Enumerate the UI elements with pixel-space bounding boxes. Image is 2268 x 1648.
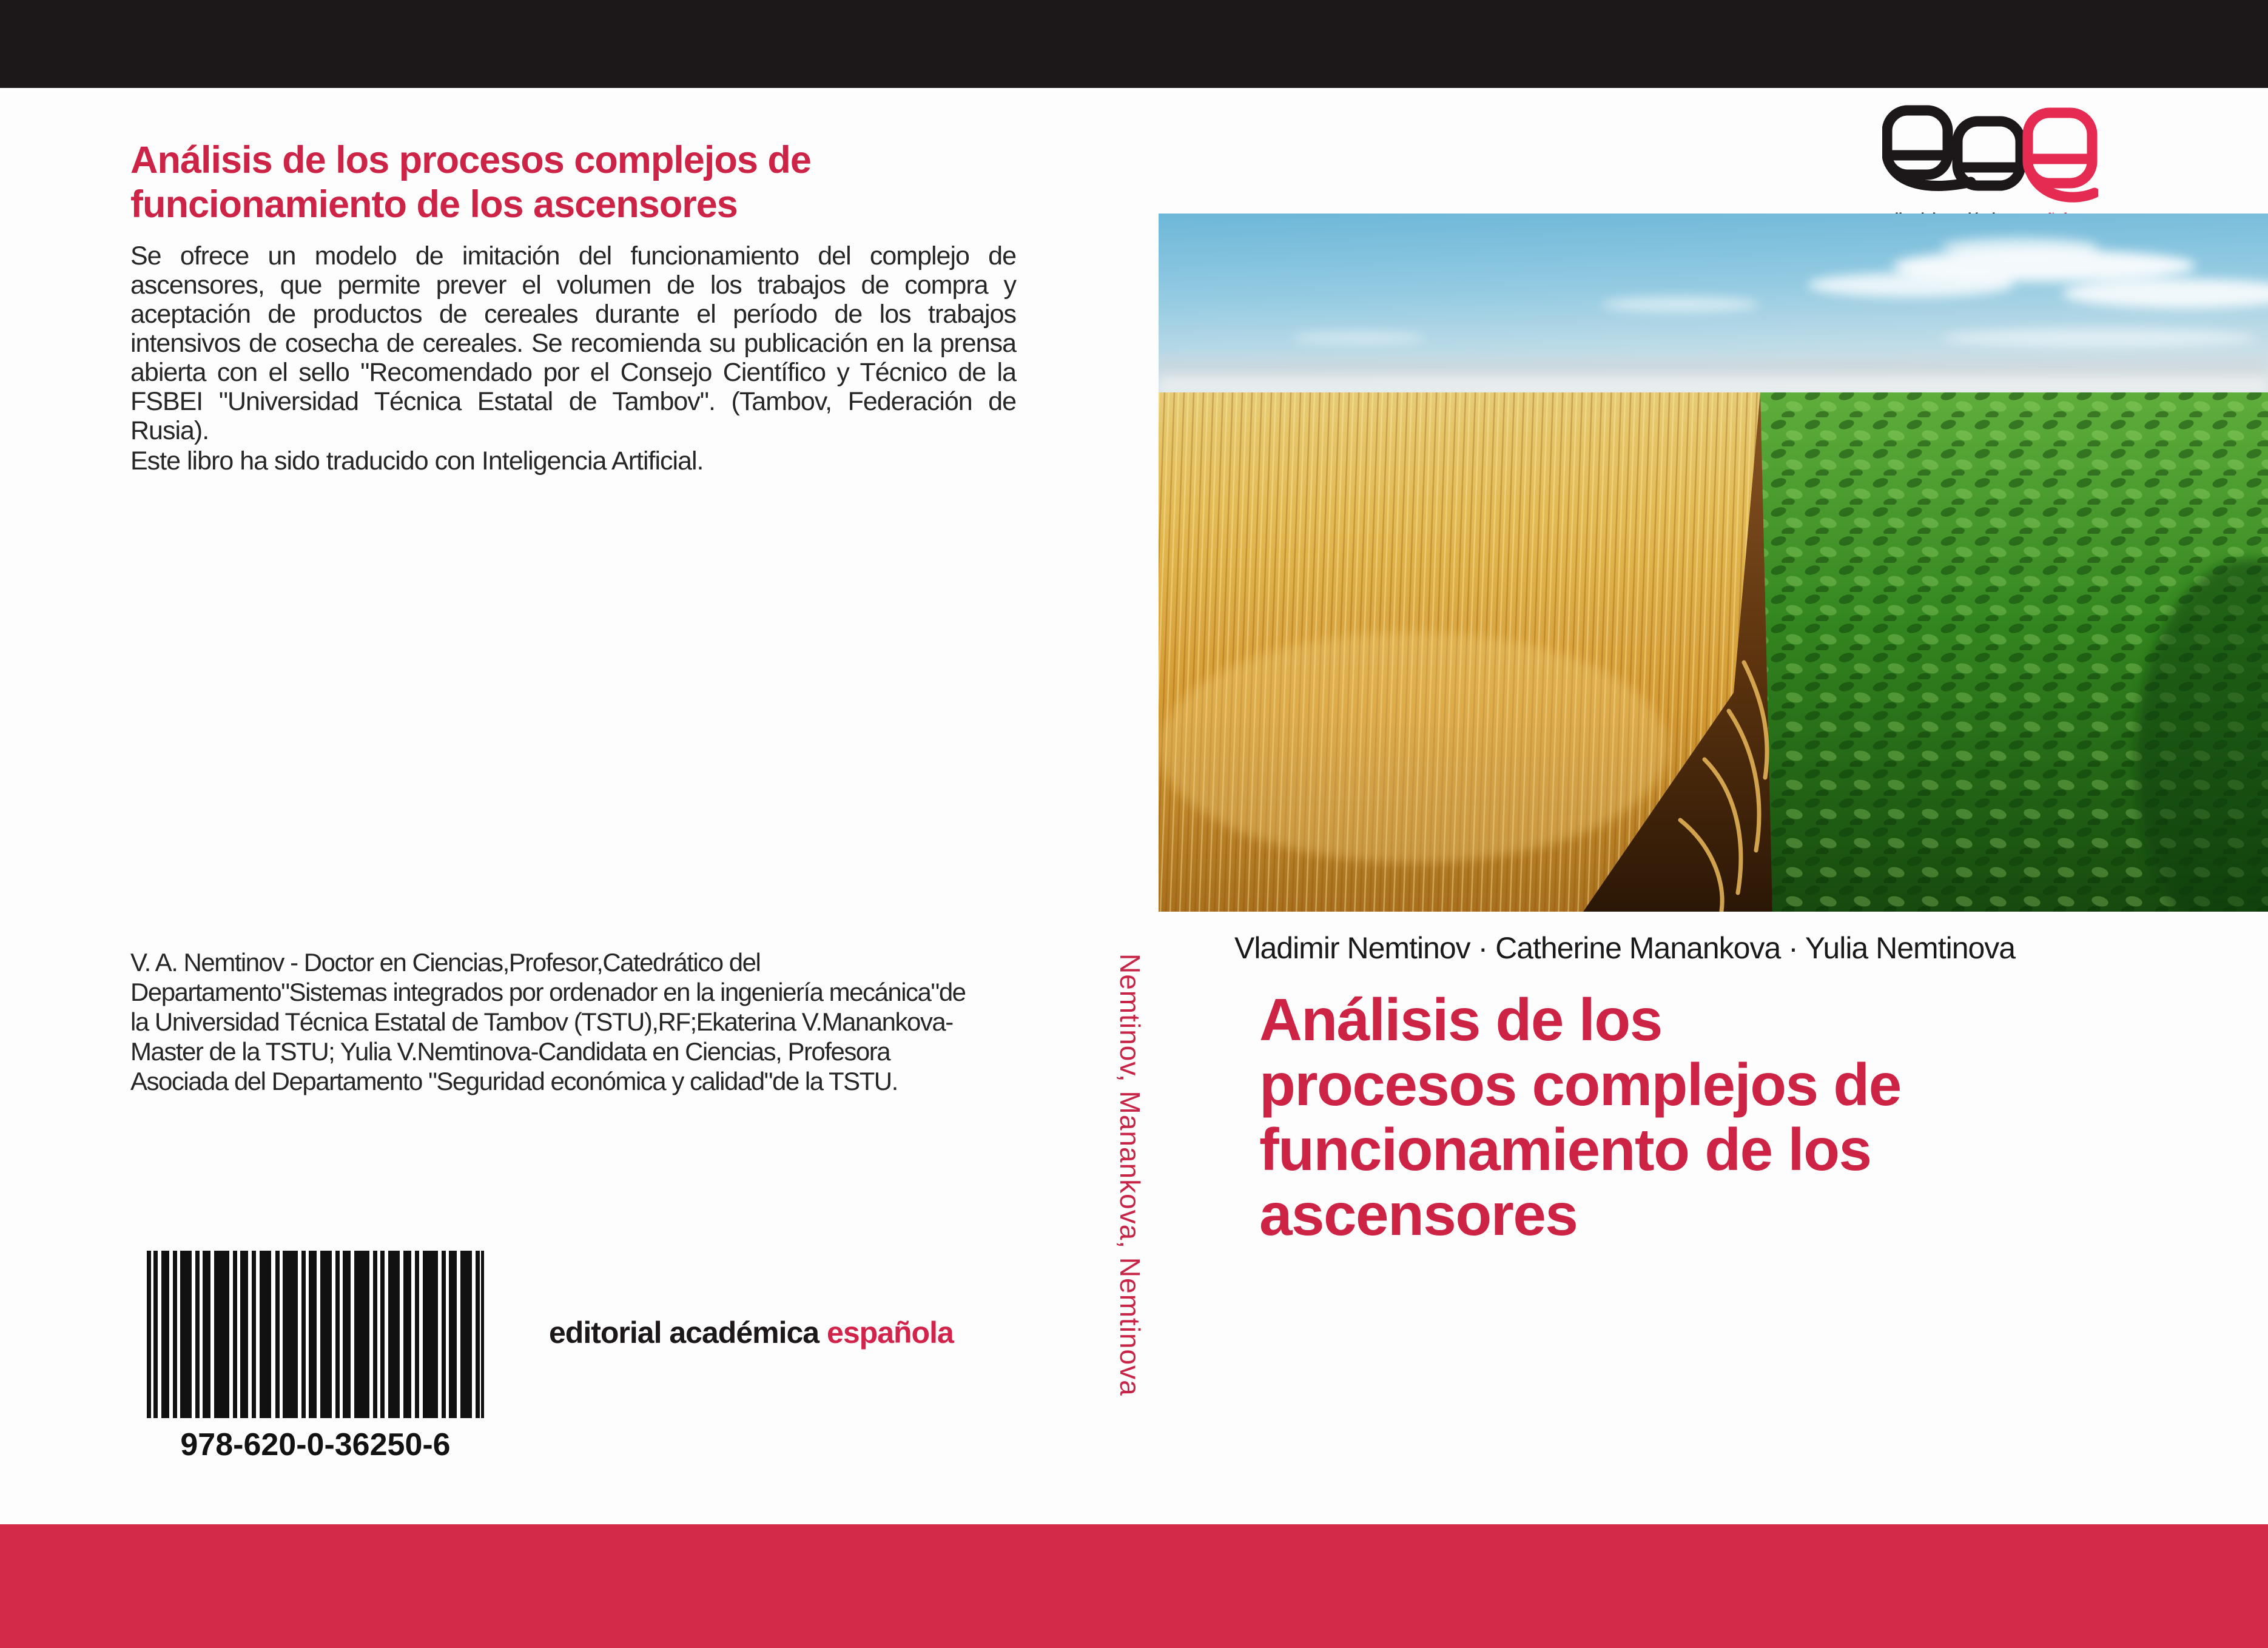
eae-publisher-logo — [1882, 103, 2098, 229]
author-bio: V. A. Nemtinov - Doctor en Ciencias,Profesor,Catedrático del Departamento"Sistemas integrados por ordenador en la ingeniería mecánica"de la Universidad Técnica Estatal de Tambov (TSTU),RF;Ekaterina V.Manankova-Master de la TSTU; Yulia V.Nemtinova-Candidata en Ciencias, Profesora Asociada del Departamento "Seguridad económica y calidad"de la TSTU. — [130, 948, 966, 1095]
front-cover-authors: Vladimir Nemtinov · Catherine Manankova · Yulia Nemtinova — [1234, 931, 2016, 965]
isbn-number: 978-620-0-36250-6 — [180, 1427, 451, 1462]
front-title-line: procesos complejos de — [1259, 1051, 1901, 1118]
isbn-barcode-block — [147, 1251, 484, 1463]
back-title-line: funcionamiento de los ascensores — [130, 183, 738, 226]
barcode — [147, 1251, 484, 1418]
front-title-line: ascensores — [1259, 1181, 1578, 1248]
spine-author-names: Nemtinov, Manankova, Nemtinova — [1114, 953, 1146, 1396]
front-cover-title — [1259, 987, 1901, 1247]
back-publisher-name — [549, 1315, 954, 1350]
front-title-line: Análisis de los — [1259, 986, 1662, 1053]
top-black-band — [0, 0, 2268, 88]
back-title-line: Análisis de los procesos complejos de — [130, 139, 811, 181]
back-cover-title — [130, 138, 1040, 227]
front-title-line: funcionamiento de los — [1259, 1116, 1871, 1183]
eae-logo-icon — [1882, 103, 2098, 206]
publisher-name-red: española — [827, 1316, 954, 1350]
bottom-red-band — [0, 1524, 2268, 1648]
publisher-name-black: editorial académica — [549, 1316, 819, 1350]
cover-photo-wheat-and-green-fields — [1159, 214, 2268, 912]
back-cover-synopsis: Se ofrece un modelo de imitación del funcionamiento del complejo de ascensores, que permite prever el volumen de los trabajos de compra y aceptación de productos de cereales durante el período de los trabajos intensivos de cosecha de cereales. Se recomienda su publicación en la prensa abierta con el sello "Recomendado por el Consejo Científico y Técnico de la FSBEI "Universidad Técnica Estatal de Tambov". (Tambov, Federación de Rusia). — [130, 241, 1016, 445]
translation-note: Este libro ha sido traducido con Inteligencia Artificial. — [130, 446, 704, 476]
